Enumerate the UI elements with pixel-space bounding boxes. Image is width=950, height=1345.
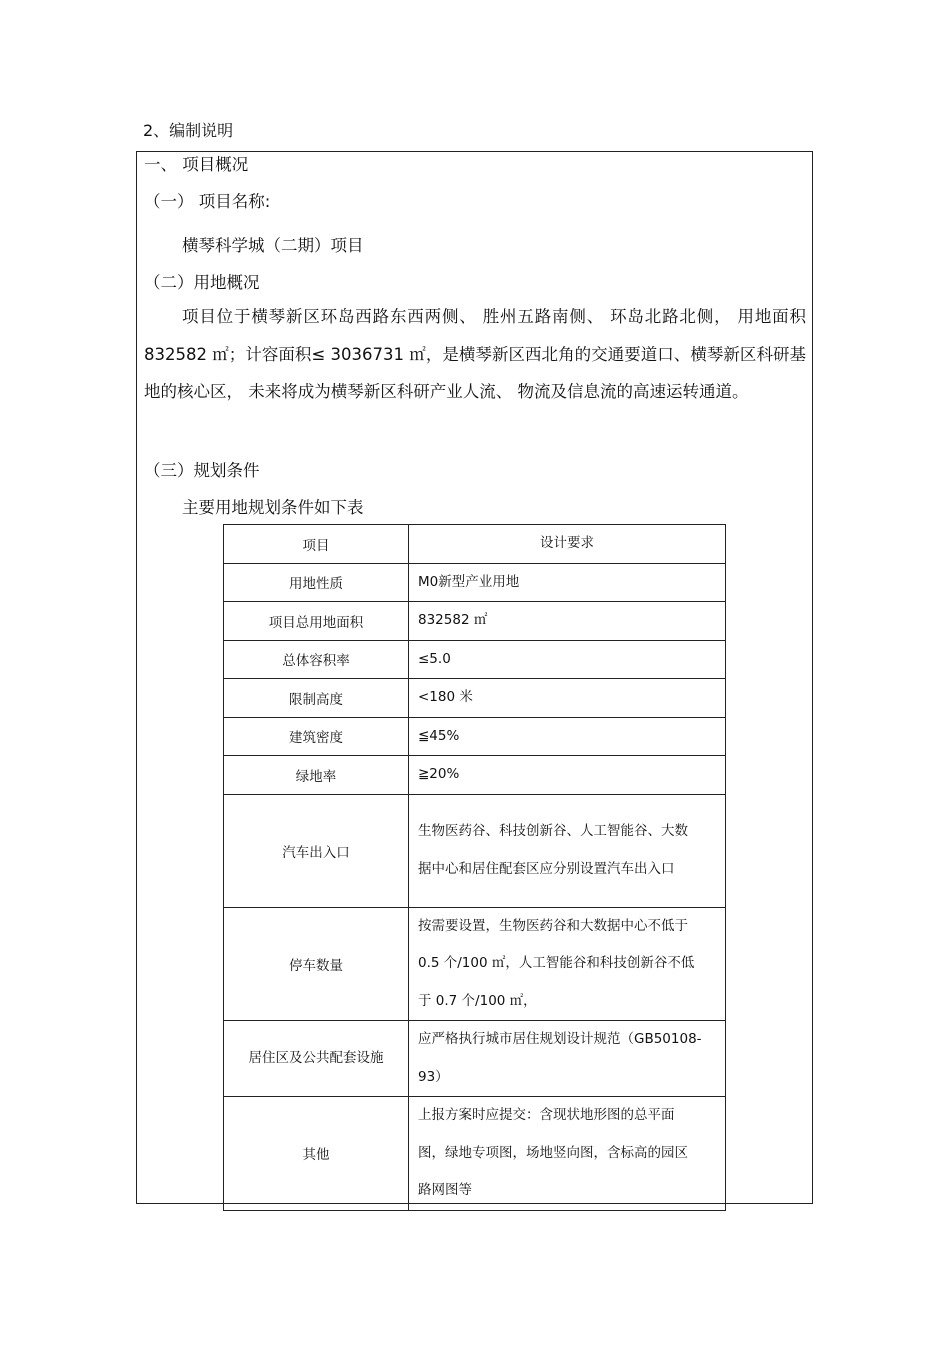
table-row [224,907,726,1021]
section-heading: 2、编制说明 [143,121,234,140]
row-item: 项目总用地面积 [224,602,409,641]
table-row [224,679,726,718]
table-header-row [224,525,726,564]
project-name: 横琴科学城（二期）项目 [182,236,364,255]
table-row [224,756,726,795]
row-requirement: 上报方案时应提交：含现状地形图的总平面图，绿地专项图，场地竖向图，含标高的园区路网图等 [409,1097,726,1211]
header-requirement: 设计要求 [409,525,726,564]
row-requirement: 生物医药谷、科技创新谷、人工智能谷、大数据中心和居住配套区应分别设置汽车出入口 [409,794,726,907]
row-item: 居住区及公共配套设施 [224,1021,409,1097]
row-item: 总体容积率 [224,640,409,679]
heading-planning-conditions: （三）规划条件 [144,461,260,480]
row-item: 停车数量 [224,907,409,1021]
table-row [224,794,726,907]
planning-conditions-table [223,524,726,1211]
heading-project-overview: 一、 项目概况 [144,155,249,174]
row-item: 汽车出入口 [224,794,409,907]
table-row [224,563,726,602]
row-requirement: M0新型产业用地 [409,563,726,602]
row-item: 限制高度 [224,679,409,718]
row-requirement: <180 米 [409,679,726,718]
heading-project-name: （一） 项目名称: [144,192,271,211]
table-row [224,717,726,756]
table-row [224,640,726,679]
table-row [224,1021,726,1097]
table-row [224,602,726,641]
table-row [224,1097,726,1211]
row-requirement: ≦45% [409,717,726,756]
row-requirement: 832582 ㎡ [409,602,726,641]
land-paragraph: 项目位于横琴新区环岛西路东西两侧、 胜州五路南侧、 环岛北路北侧， 用地面积 832582 ㎡；计容面积≤ 3036731 ㎡，是横琴新区西北角的交通要道口、横琴新区科研基地的核心区， 未来将成为横琴新区科研产业人流、 物流及信息流的高速运转通道。 [144,307,806,401]
row-item: 用地性质 [224,563,409,602]
row-item: 绿地率 [224,756,409,795]
row-requirement: 应严格执行城市居住规划设计规范（GB50108-93） [409,1021,726,1097]
header-item: 项目 [224,525,409,564]
row-item: 其他 [224,1097,409,1211]
heading-land-overview: （二）用地概况 [144,273,260,292]
row-item: 建筑密度 [224,717,409,756]
table-intro: 主要用地规划条件如下表 [182,498,364,517]
row-requirement: 按需要设置，生物医药谷和大数据中心不低于 0.5 个/100 ㎡，人工智能谷和科技创新谷不低于 0.7 个/100 ㎡， [409,907,726,1021]
row-requirement: ≤5.0 [409,640,726,679]
row-requirement: ≧20% [409,756,726,795]
